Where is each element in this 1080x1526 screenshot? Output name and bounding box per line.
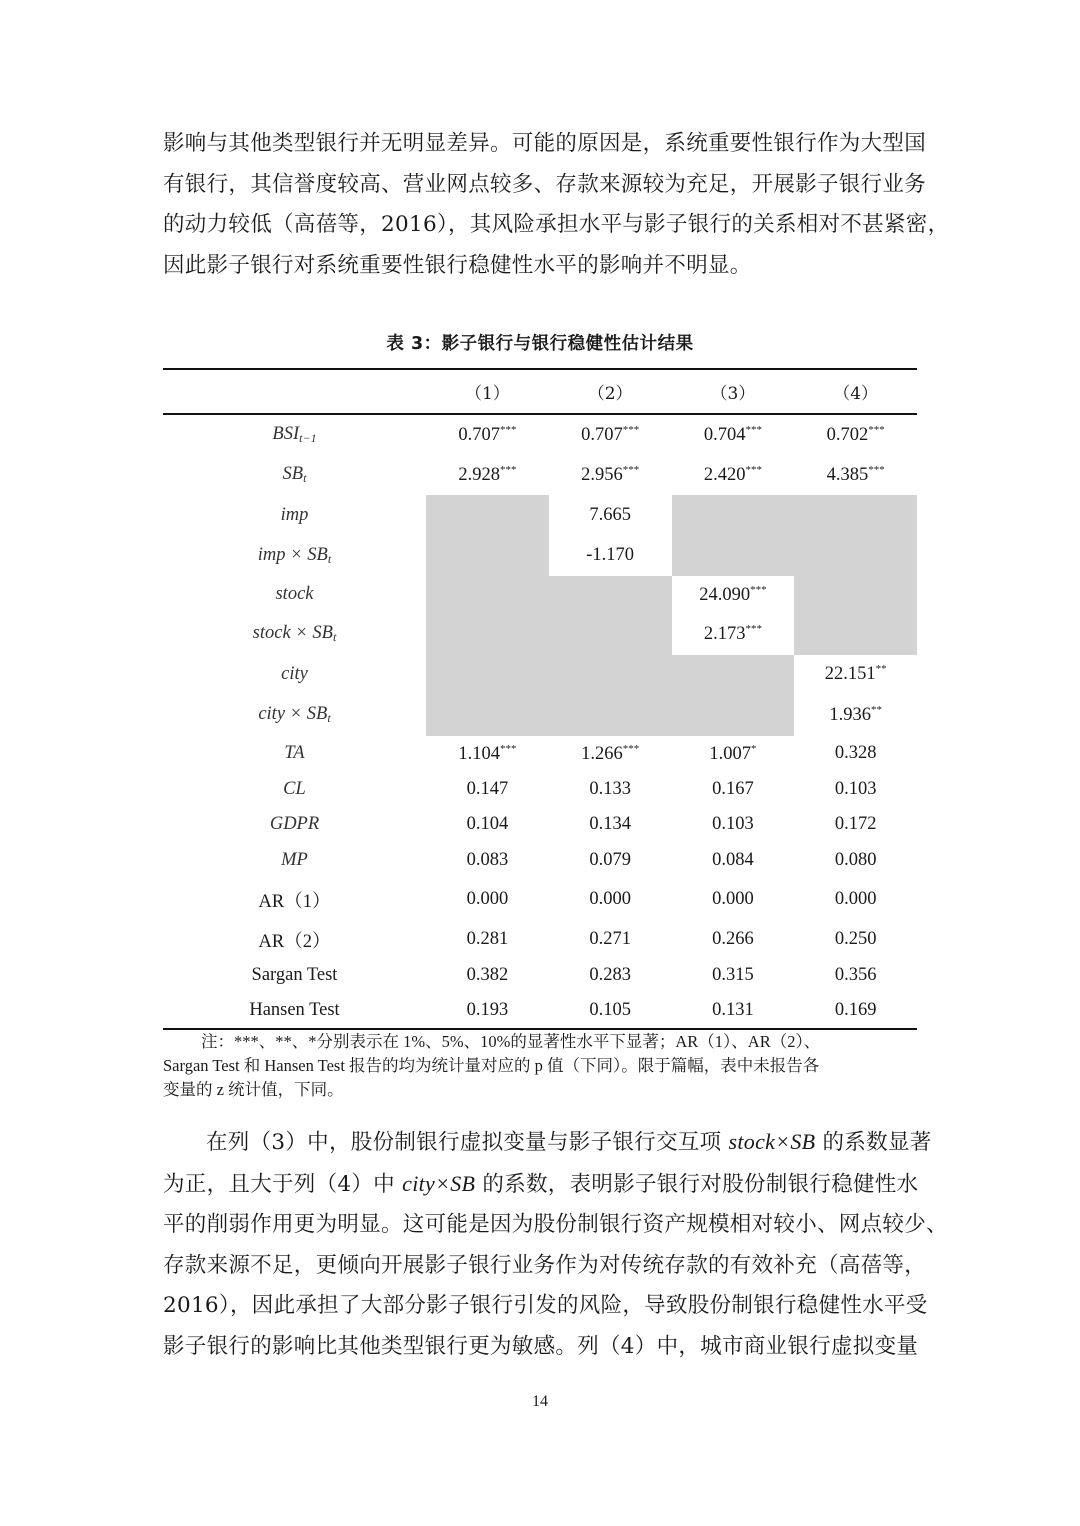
table-cell: [794, 771, 917, 807]
results-table: [163, 368, 917, 1030]
cell-value: 7.665: [589, 504, 631, 525]
significance-stars: ***: [622, 463, 640, 476]
text-line: 因此影子银行对系统重要性银行稳健性水平的影响并不明显。: [163, 252, 752, 278]
table-cell: [549, 878, 672, 921]
text-line: 的动力较低（高蓓等，2016），其风险承担水平与影子银行的关系相对不甚紧密，: [163, 212, 950, 237]
cell-value: 1.266: [581, 743, 623, 764]
row-label-text: SB: [282, 463, 304, 484]
cell-value: 0.250: [834, 929, 877, 949]
cell-value: 2.173: [703, 624, 746, 644]
table-row: [163, 807, 917, 842]
table-body: [163, 414, 917, 1029]
table-cell: [672, 535, 795, 576]
row-label-text: GDPR: [269, 814, 320, 834]
significance-stars: ***: [499, 463, 517, 476]
table-cell: [672, 807, 795, 842]
significance-stars: ***: [499, 742, 517, 755]
cell-value: 0.134: [589, 814, 631, 834]
cell-value: 2.420: [703, 464, 746, 485]
cell-value: 0.169: [834, 1000, 877, 1020]
row-label-subscript: t: [303, 470, 307, 485]
table-row: [163, 454, 917, 495]
significance-stars: ***: [745, 423, 762, 436]
column-header: （2）: [549, 369, 672, 414]
table-row: [163, 414, 917, 454]
table-cell: [426, 454, 549, 495]
table-cell: [426, 495, 549, 535]
table-cell: [549, 613, 672, 655]
table-cell: [549, 535, 672, 576]
table-cell: [672, 958, 795, 993]
table-cell: [426, 921, 549, 958]
cell-value: 0.315: [712, 965, 754, 985]
row-label-text: city: [281, 663, 308, 684]
row-label: [163, 495, 426, 535]
row-label-subscript: t: [327, 710, 331, 725]
table-cell: [549, 495, 672, 535]
row-label: [163, 771, 426, 807]
text-line: 2016），因此承担了大部分影子银行引发的风险，导致股份制银行稳健性水平受: [163, 1293, 928, 1318]
table-row: [163, 495, 917, 535]
table-cell: [672, 655, 795, 693]
table-cell: [794, 454, 917, 495]
note-line: 注：***、**、*分别表示在 1%、5%、10%的显著性水平下显著；AR（1）、AR（2）、: [201, 1032, 821, 1051]
text-line: 平的削弱作用更为明显。这可能是因为股份制银行资产规模相对较小、网点较少、: [163, 1212, 948, 1237]
body-paragraph-bottom: [163, 1122, 948, 1367]
table-row: [163, 535, 917, 576]
cell-value: 0.103: [834, 778, 877, 799]
row-label: [163, 613, 426, 655]
row-label-text: imp: [280, 504, 309, 525]
text-line: [163, 1164, 917, 1206]
row-label-text: CL: [283, 778, 306, 799]
table-cell: [549, 842, 672, 878]
significance-stars: ***: [622, 423, 640, 436]
row-label-text: TA: [284, 743, 305, 763]
table-row: [163, 576, 917, 613]
row-label-text: stock × SB: [252, 623, 333, 643]
significance-stars: **: [870, 703, 882, 716]
row-label: [163, 693, 426, 736]
table-cell: [794, 576, 917, 613]
table-cell: [672, 576, 795, 613]
table-cell: [426, 771, 549, 807]
cell-value: 0.281: [466, 929, 509, 949]
cell-value: 2.956: [581, 464, 623, 485]
table-cell: [549, 921, 672, 958]
text-run: 的系数显著: [815, 1130, 932, 1155]
row-label-text: city × SB: [258, 703, 328, 724]
cell-value: -1.170: [586, 545, 635, 565]
cell-value: 0.000: [834, 889, 877, 909]
row-label: [163, 921, 426, 958]
table-row: [163, 878, 917, 921]
header-blank: [163, 369, 426, 414]
cell-value: 0.704: [703, 424, 746, 445]
column-header: （4）: [794, 369, 917, 414]
table-cell: [794, 414, 917, 454]
text-line: 影响与其他类型银行并无明显差异。可能的原因是，系统重要性银行作为大型国: [163, 131, 927, 156]
significance-stars: ***: [868, 463, 885, 476]
table-cell: [794, 495, 917, 535]
text-line: [163, 1122, 932, 1164]
table-cell: [549, 454, 672, 495]
table-row: [163, 771, 917, 807]
table-cell: [426, 414, 549, 454]
row-label-subscript: t−1: [299, 430, 317, 445]
table-cell: [672, 454, 795, 495]
row-label: [163, 842, 426, 878]
cell-value: 0.000: [712, 889, 754, 909]
cell-value: 0.083: [466, 849, 509, 870]
cell-value: 0.702: [826, 424, 869, 445]
table-cell: [794, 878, 917, 921]
table-cell: [794, 842, 917, 878]
cell-value: 0.133: [589, 778, 631, 799]
cell-value: 0.000: [589, 889, 631, 909]
text-line: 影子银行的影响比其他类型银行更为敏感。列（4）中，城市商业银行虚拟变量: [163, 1333, 919, 1359]
table-cell: [794, 958, 917, 993]
table-row: [163, 693, 917, 736]
significance-stars: ***: [745, 623, 762, 635]
table-cell: [794, 613, 917, 655]
math-term: stock×SB: [728, 1129, 816, 1154]
cell-value: 0.283: [589, 965, 631, 985]
cell-value: 24.090: [699, 584, 751, 605]
table-cell: [549, 807, 672, 842]
table-row: [163, 842, 917, 878]
table-cell: [794, 655, 917, 693]
table-cell: [426, 842, 549, 878]
math-term: city×SB: [402, 1170, 476, 1196]
cell-value: 2.928: [458, 464, 500, 485]
table-row: [163, 921, 917, 958]
cell-value: 0.356: [834, 965, 877, 985]
table-cell: [426, 736, 549, 771]
significance-stars: ***: [750, 583, 767, 596]
table-cell: [426, 878, 549, 921]
table-cell: [426, 535, 549, 576]
row-label: [163, 576, 426, 613]
note-line: 变量的 z 统计值，下同。: [163, 1080, 344, 1099]
table-cell: [672, 414, 795, 454]
cell-value: 0.193: [466, 1000, 509, 1020]
column-header: （3）: [672, 369, 795, 414]
row-label-text: AR（2）: [258, 931, 331, 952]
cell-value: 4.385: [826, 464, 869, 485]
table-cell: [426, 613, 549, 655]
cell-value: 0.084: [712, 849, 754, 870]
cell-value: 0.707: [581, 424, 623, 445]
row-label: [163, 414, 426, 454]
cell-value: 0.266: [712, 929, 754, 949]
cell-value: 0.172: [834, 814, 877, 834]
table-cell: [794, 993, 917, 1029]
body-paragraph-top: [163, 124, 950, 286]
table-row: [163, 655, 917, 693]
text-run: 为正，且大于列（4）中: [163, 1171, 403, 1197]
table-cell: [426, 993, 549, 1029]
table-cell: [794, 693, 917, 736]
row-label: [163, 655, 426, 693]
cell-value: 0.104: [466, 814, 509, 834]
table-cell: [794, 807, 917, 842]
row-label-subscript: t: [327, 551, 332, 566]
table-note: [163, 1030, 917, 1102]
table-cell: [426, 576, 549, 613]
significance-stars: ***: [868, 423, 885, 436]
table-row: [163, 736, 917, 771]
significance-stars: ***: [745, 463, 762, 476]
row-label-text: stock: [275, 584, 314, 604]
cell-value: 0.000: [466, 889, 509, 909]
text-run: 的系数，表明影子银行对股份制银行稳健性水: [475, 1171, 919, 1197]
page-number: 14: [532, 1393, 548, 1410]
table-cell: [549, 958, 672, 993]
row-label: [163, 535, 426, 576]
text-run: 在列（3）中，股份制银行虚拟变量与影子银行交互项: [206, 1130, 729, 1155]
row-label-text: Sargan Test: [251, 965, 338, 985]
table-cell: [426, 655, 549, 693]
cell-value: 1.104: [458, 743, 500, 764]
table-cell: [549, 414, 672, 454]
cell-value: 0.167: [712, 778, 754, 799]
table-cell: [549, 693, 672, 736]
cell-value: 1.936: [829, 704, 871, 725]
table-cell: [426, 807, 549, 842]
cell-value: 0.147: [466, 778, 509, 799]
cell-value: 0.080: [834, 849, 877, 870]
table-cell: [672, 495, 795, 535]
significance-stars: ***: [622, 742, 640, 755]
row-label: [163, 454, 426, 495]
table-cell: [672, 736, 795, 771]
cell-value: 0.079: [589, 849, 631, 870]
row-label-text: MP: [281, 849, 308, 870]
table-cell: [794, 921, 917, 958]
cell-value: 0.382: [466, 965, 509, 985]
table-row: [163, 613, 917, 655]
table-cell: [794, 535, 917, 576]
cell-value: 22.151: [824, 664, 876, 684]
table-cell: [672, 771, 795, 807]
cell-value: 0.271: [589, 929, 631, 949]
cell-value: 0.105: [589, 1000, 631, 1020]
cell-value: 0.707: [458, 424, 500, 445]
table-header-row: [163, 369, 917, 414]
table-cell: [426, 693, 549, 736]
table-cell: [549, 736, 672, 771]
table-cell: [426, 958, 549, 993]
significance-stars: **: [875, 663, 887, 675]
row-label-text: BSI: [272, 423, 300, 444]
text-line: 有银行，其信誉度较高、营业网点较多、存款来源较为充足，开展影子银行业务: [163, 171, 927, 197]
table-cell: [672, 921, 795, 958]
table-cell: [672, 693, 795, 736]
table-caption: 表 3：影子银行与银行稳健性估计结果: [386, 334, 694, 354]
table-cell: [672, 993, 795, 1029]
note-line: Sargan Test 和 Hansen Test 报告的均为统计量对应的 p 值（下同）。限于篇幅，表中未报告各: [163, 1056, 820, 1075]
table-row: [163, 993, 917, 1029]
row-label: [163, 878, 426, 921]
table-cell: [672, 878, 795, 921]
row-label-text: AR（1）: [258, 891, 331, 912]
table-row: [163, 958, 917, 993]
significance-stars: ***: [499, 423, 517, 436]
row-label-text: Hansen Test: [249, 1000, 340, 1020]
text-line: 存款来源不足，更倾向开展影子银行业务作为对传统存款的有效补充（高蓓等，: [163, 1252, 927, 1278]
row-label: [163, 807, 426, 842]
table-cell: [672, 613, 795, 655]
cell-value: 0.131: [712, 1000, 754, 1020]
significance-stars: *: [750, 742, 757, 755]
row-label-subscript: t: [332, 630, 337, 644]
row-label-text: imp × SB: [257, 544, 328, 565]
cell-value: 1.007: [709, 743, 751, 764]
table-cell: [794, 736, 917, 771]
table-cell: [549, 576, 672, 613]
table-cell: [549, 655, 672, 693]
table-cell: [672, 842, 795, 878]
row-label: [163, 993, 426, 1029]
table-cell: [549, 993, 672, 1029]
row-label: [163, 736, 426, 771]
column-header: （1）: [426, 369, 549, 414]
cell-value: 0.328: [834, 743, 877, 763]
row-label: [163, 958, 426, 993]
cell-value: 0.103: [712, 814, 754, 834]
table-cell: [549, 771, 672, 807]
